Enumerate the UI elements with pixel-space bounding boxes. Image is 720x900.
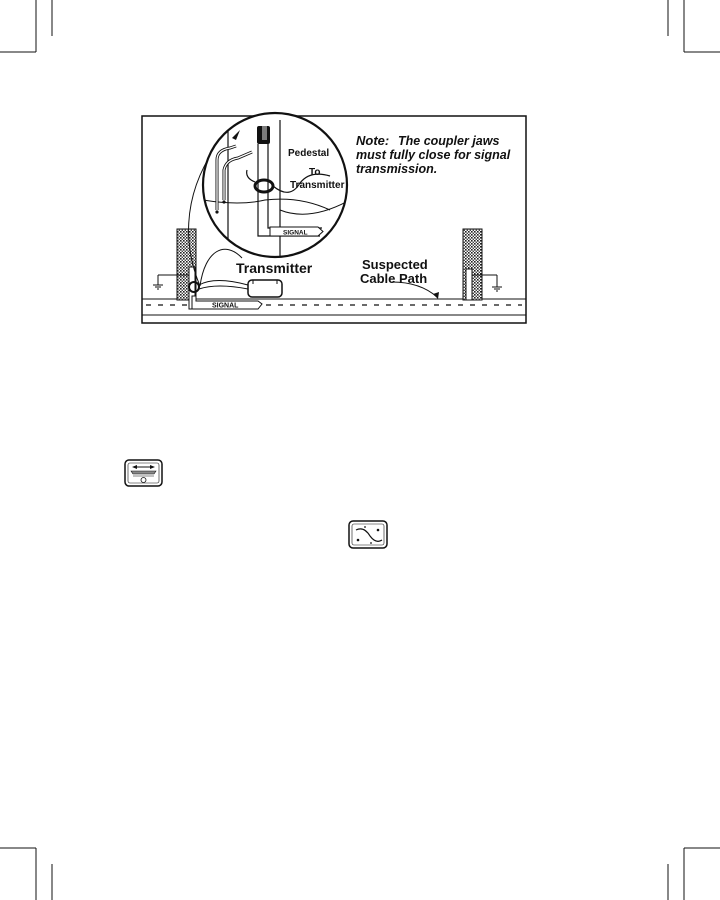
transmitter-label: Transmitter bbox=[236, 260, 313, 276]
note-line1: The coupler jaws bbox=[398, 134, 500, 148]
suspected-label-line2: Cable Path bbox=[360, 271, 428, 286]
note-prefix: Note: bbox=[356, 133, 390, 148]
signal-label-ground: SIGNAL bbox=[212, 302, 239, 310]
signal-label-inset: SIGNAL bbox=[283, 229, 308, 237]
to-label: To bbox=[309, 167, 321, 178]
cable-path-mode-icon bbox=[349, 521, 387, 548]
figure bbox=[142, 113, 526, 323]
right-pedestal-cable bbox=[466, 269, 472, 300]
transmitter-inset-label: Transmitter bbox=[290, 180, 345, 191]
suspected-label-line1: Suspected bbox=[362, 257, 428, 272]
coupler-mode-icon bbox=[125, 460, 162, 486]
note-line3: transmission. bbox=[356, 162, 438, 176]
pedestal-label: Pedestal bbox=[288, 148, 330, 159]
note-line2: must fully close for signal bbox=[356, 148, 511, 162]
